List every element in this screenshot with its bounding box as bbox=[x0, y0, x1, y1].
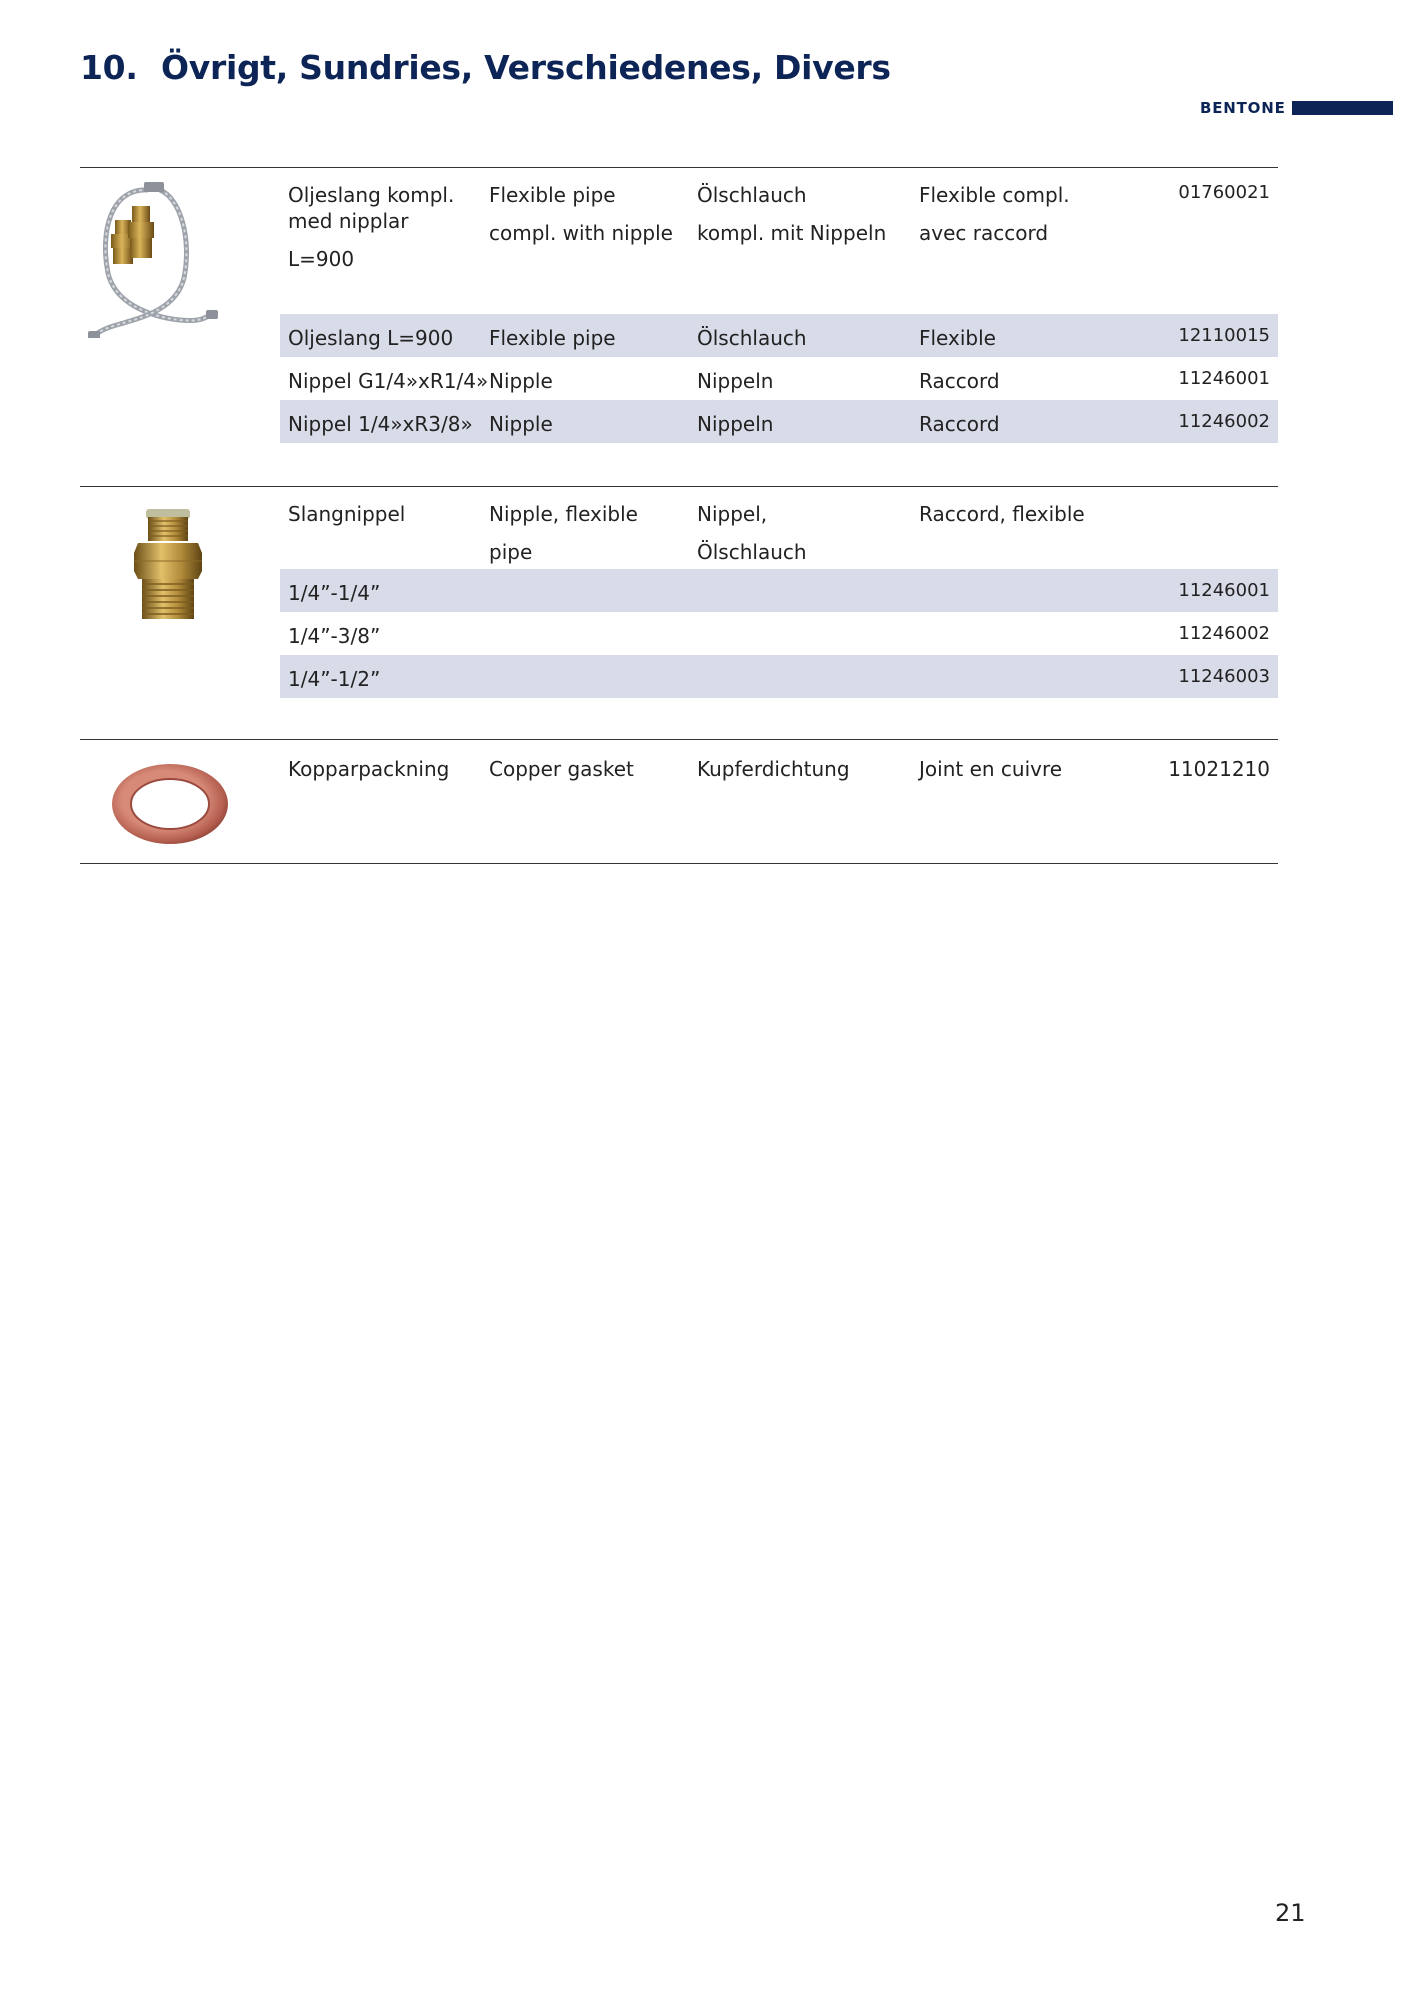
german-description: Kupferdichtung bbox=[697, 757, 850, 781]
table-row bbox=[280, 400, 1278, 443]
article-number: 11246001 bbox=[1178, 368, 1270, 389]
product-section-oil-hose bbox=[80, 167, 1278, 447]
article-number: 12110015 bbox=[1178, 325, 1270, 346]
table-row bbox=[280, 612, 1278, 655]
french-description: Flexible bbox=[919, 326, 996, 350]
german-description: Nippel, Ölschlauch bbox=[697, 502, 807, 564]
table-row bbox=[280, 357, 1278, 400]
product-section-hose-nipple bbox=[80, 486, 1278, 739]
copper-gasket-image bbox=[110, 750, 230, 850]
table-row bbox=[280, 655, 1278, 698]
brand-name: BENTONE bbox=[1200, 99, 1286, 117]
swedish-description: Nippel G1/4»xR1/4» bbox=[288, 369, 489, 393]
brand-bar bbox=[1292, 101, 1393, 115]
section-number: 10. bbox=[80, 48, 138, 87]
swedish-description: Kopparpackning bbox=[288, 757, 450, 781]
table-row bbox=[280, 569, 1278, 612]
french-description: Joint en cuivre bbox=[919, 757, 1063, 781]
english-description: Copper gasket bbox=[489, 757, 634, 781]
english-description: Nipple bbox=[489, 412, 553, 436]
section-title: Övrigt, Sundries, Verschiedenes, Divers bbox=[161, 48, 891, 87]
article-number: 11246001 bbox=[1178, 580, 1270, 601]
swedish-description: Oljeslang L=900 bbox=[288, 326, 454, 350]
flexible-hose-image bbox=[80, 178, 230, 338]
swedish-description: Nippel 1/4»xR3/8» bbox=[288, 412, 473, 436]
product-section-copper-gasket bbox=[80, 739, 1278, 863]
product-row-main bbox=[280, 497, 1278, 577]
french-description: Raccord bbox=[919, 369, 1000, 393]
product-row-main bbox=[280, 750, 1278, 790]
english-description: Nipple, flexible pipe bbox=[489, 502, 638, 564]
page-number: 21 bbox=[1275, 1899, 1306, 1927]
swedish-description: Slangnippel bbox=[288, 502, 406, 526]
size-label: 1/4”-1/4” bbox=[288, 581, 381, 605]
hose-nipple-image bbox=[128, 505, 208, 625]
article-number: 11246002 bbox=[1178, 411, 1270, 432]
french-description: Flexible compl. avec raccord bbox=[919, 183, 1070, 245]
size-label: 1/4”-3/8” bbox=[288, 624, 381, 648]
article-number: 11021210 bbox=[1168, 757, 1270, 781]
german-description: Ölschlauch bbox=[697, 326, 807, 350]
english-description: Flexible pipe bbox=[489, 326, 616, 350]
page-title bbox=[80, 48, 891, 87]
swedish-description: Oljeslang kompl. med nipplar L=900 bbox=[288, 183, 455, 271]
english-description: Nipple bbox=[489, 369, 553, 393]
german-description: Nippeln bbox=[697, 369, 774, 393]
brand-mark bbox=[1200, 99, 1393, 117]
table-bottom-rule bbox=[80, 863, 1278, 864]
table-row bbox=[280, 314, 1278, 357]
german-description: Nippeln bbox=[697, 412, 774, 436]
english-description: Flexible pipe compl. with nipple bbox=[489, 183, 673, 245]
article-number: 11246003 bbox=[1178, 666, 1270, 687]
french-description: Raccord, flexible bbox=[919, 502, 1085, 526]
size-label: 1/4”-1/2” bbox=[288, 667, 381, 691]
product-row-main bbox=[280, 178, 1278, 288]
article-number: 11246002 bbox=[1178, 623, 1270, 644]
french-description: Raccord bbox=[919, 412, 1000, 436]
german-description: Ölschlauch kompl. mit Nippeln bbox=[697, 183, 887, 245]
article-number: 01760021 bbox=[1178, 182, 1270, 203]
